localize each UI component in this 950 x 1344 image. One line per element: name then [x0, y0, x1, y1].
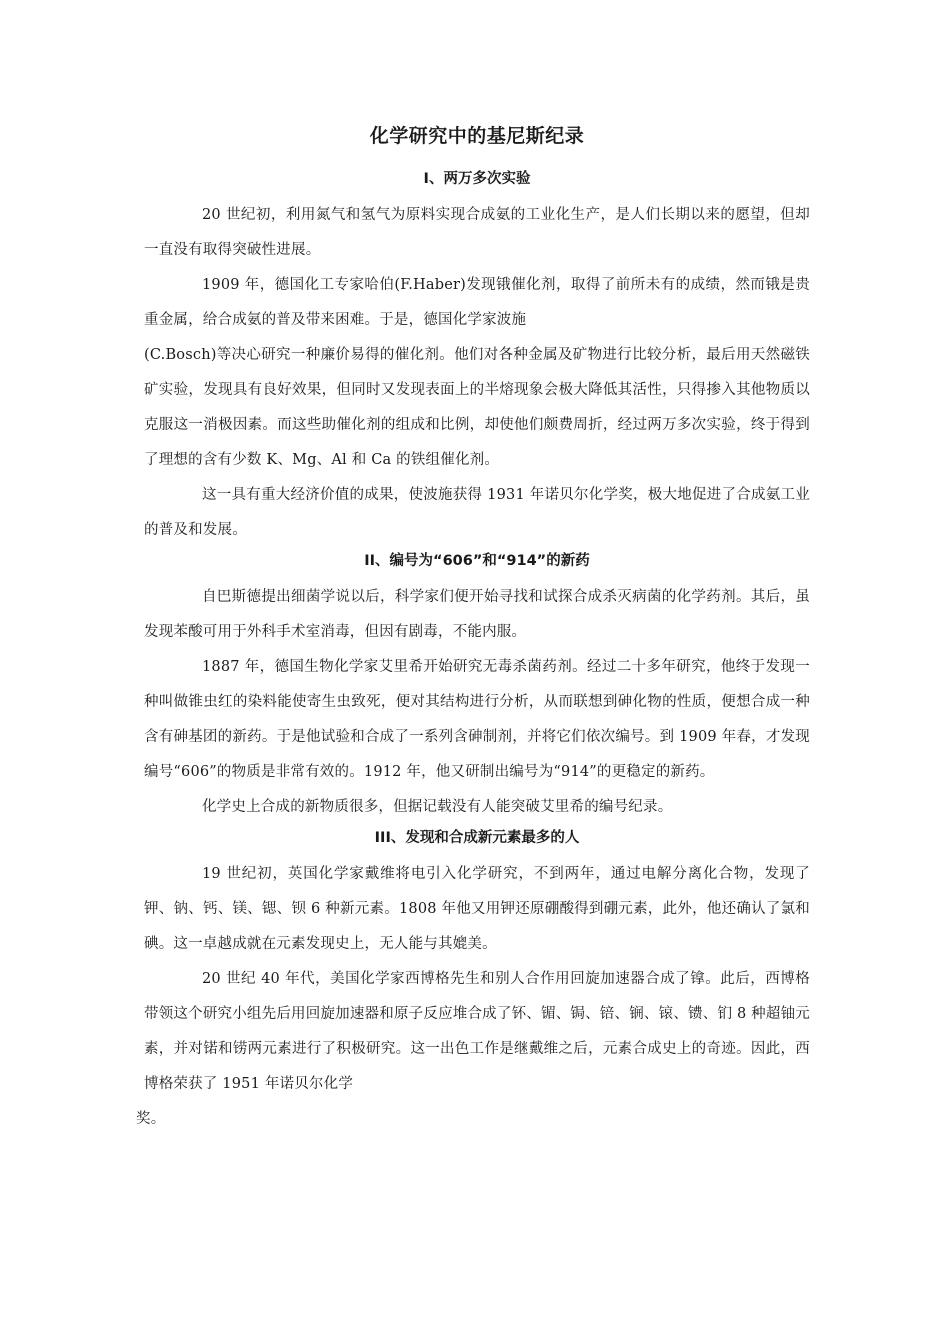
paragraph: 19 世纪初，英国化学家戴维将电引入化学研究，不到两年，通过电解分离化合物，发现了钾、钠、钙、镁、锶、钡 6 种新元素。1808 年他又用钾还原硼酸得到硼元素，此外，他还确认了氯和碘。这一卓越成就在元素发现史上，无人能与其媲美。 [144, 866, 810, 952]
section-heading: III、发现和合成新元素最多的人 [374, 830, 580, 846]
paragraph: 20 世纪初，利用氮气和氢气为原料实现合成氨的工业化生产，是人们长期以来的愿望，但却一直没有取得突破性进展。 [144, 207, 810, 258]
section-3 [136, 825, 810, 1137]
document-page [136, 118, 810, 1137]
paragraph: (C.Bosch)等决心研究一种廉价易得的催化剂。他们对各种金属及矿物进行比较分析，最后用天然磁铁矿实验，发现具有良好效果，但同时又发现表面上的半熔现象会极大降低其活性，只得掺入其他物质以克服这一消极因素。而这些助催化剂的组成和比例，却使他们颇费周折，经过两万多次实验，终于得到了理想的含有少数 K、Mg、Al 和 Ca 的铁组催化剂。 [144, 347, 810, 468]
paragraph: 化学史上合成的新物质很多，但据记载没有人能突破艾里希的编号纪录。 [202, 799, 673, 815]
section-1 [144, 166, 810, 548]
section-heading: I、两万多次实验 [423, 171, 531, 187]
section-heading: II、编号为“606”和“914”的新药 [364, 553, 590, 569]
paragraph: 20 世纪 40 年代，美国化学家西博格先生和别人合作用回旋加速器合成了镎。此后，西博格带领这个研究小组先后用回旋加速器和原子反应堆合成了钚、镅、锔、锫、锎、锿、镄、钔 8 种超铀元素，并对锘和铹两元素进行了积极研究。这一出色工作是继戴维之后，元素合成史上的奇迹。因此，西博格荣获了 1951 年诺贝尔化学 [144, 971, 810, 1092]
paragraph: 奖。 [136, 1111, 166, 1127]
paragraph: 1909 年，德国化工专家哈伯(F.Haber)发现锇催化剂，取得了前所未有的成绩，然而锇是贵重金属，给合成氨的普及带来困难。于是，德国化学家波施 [144, 277, 810, 328]
section-2 [144, 548, 810, 825]
paragraph: 这一具有重大经济价值的成果，使波施获得 1931 年诺贝尔化学奖，极大地促进了合成氨工业的普及和发展。 [144, 487, 810, 538]
paragraph: 自巴斯德提出细菌学说以后，科学家们便开始寻找和试探合成杀灭病菌的化学药剂。其后，虽发现苯酸可用于外科手术室消毒，但因有剧毒，不能内服。 [144, 589, 810, 640]
document-title: 化学研究中的基尼斯纪录 [369, 125, 585, 147]
paragraph: 1887 年，德国生物化学家艾里希开始研究无毒杀菌药剂。经过二十多年研究，他终于发现一种叫做锥虫红的染料能使寄生虫致死，便对其结构进行分析，从而联想到砷化物的性质，便想合成一种含有砷基团的新药。于是他试验和合成了一系列含砷制剂，并将它们依次编号。到 1909 年春，才发现编号“606”的物质是非常有效的。1912 年，他又研制出编号为“914”的更稳定的新药。 [144, 659, 810, 780]
